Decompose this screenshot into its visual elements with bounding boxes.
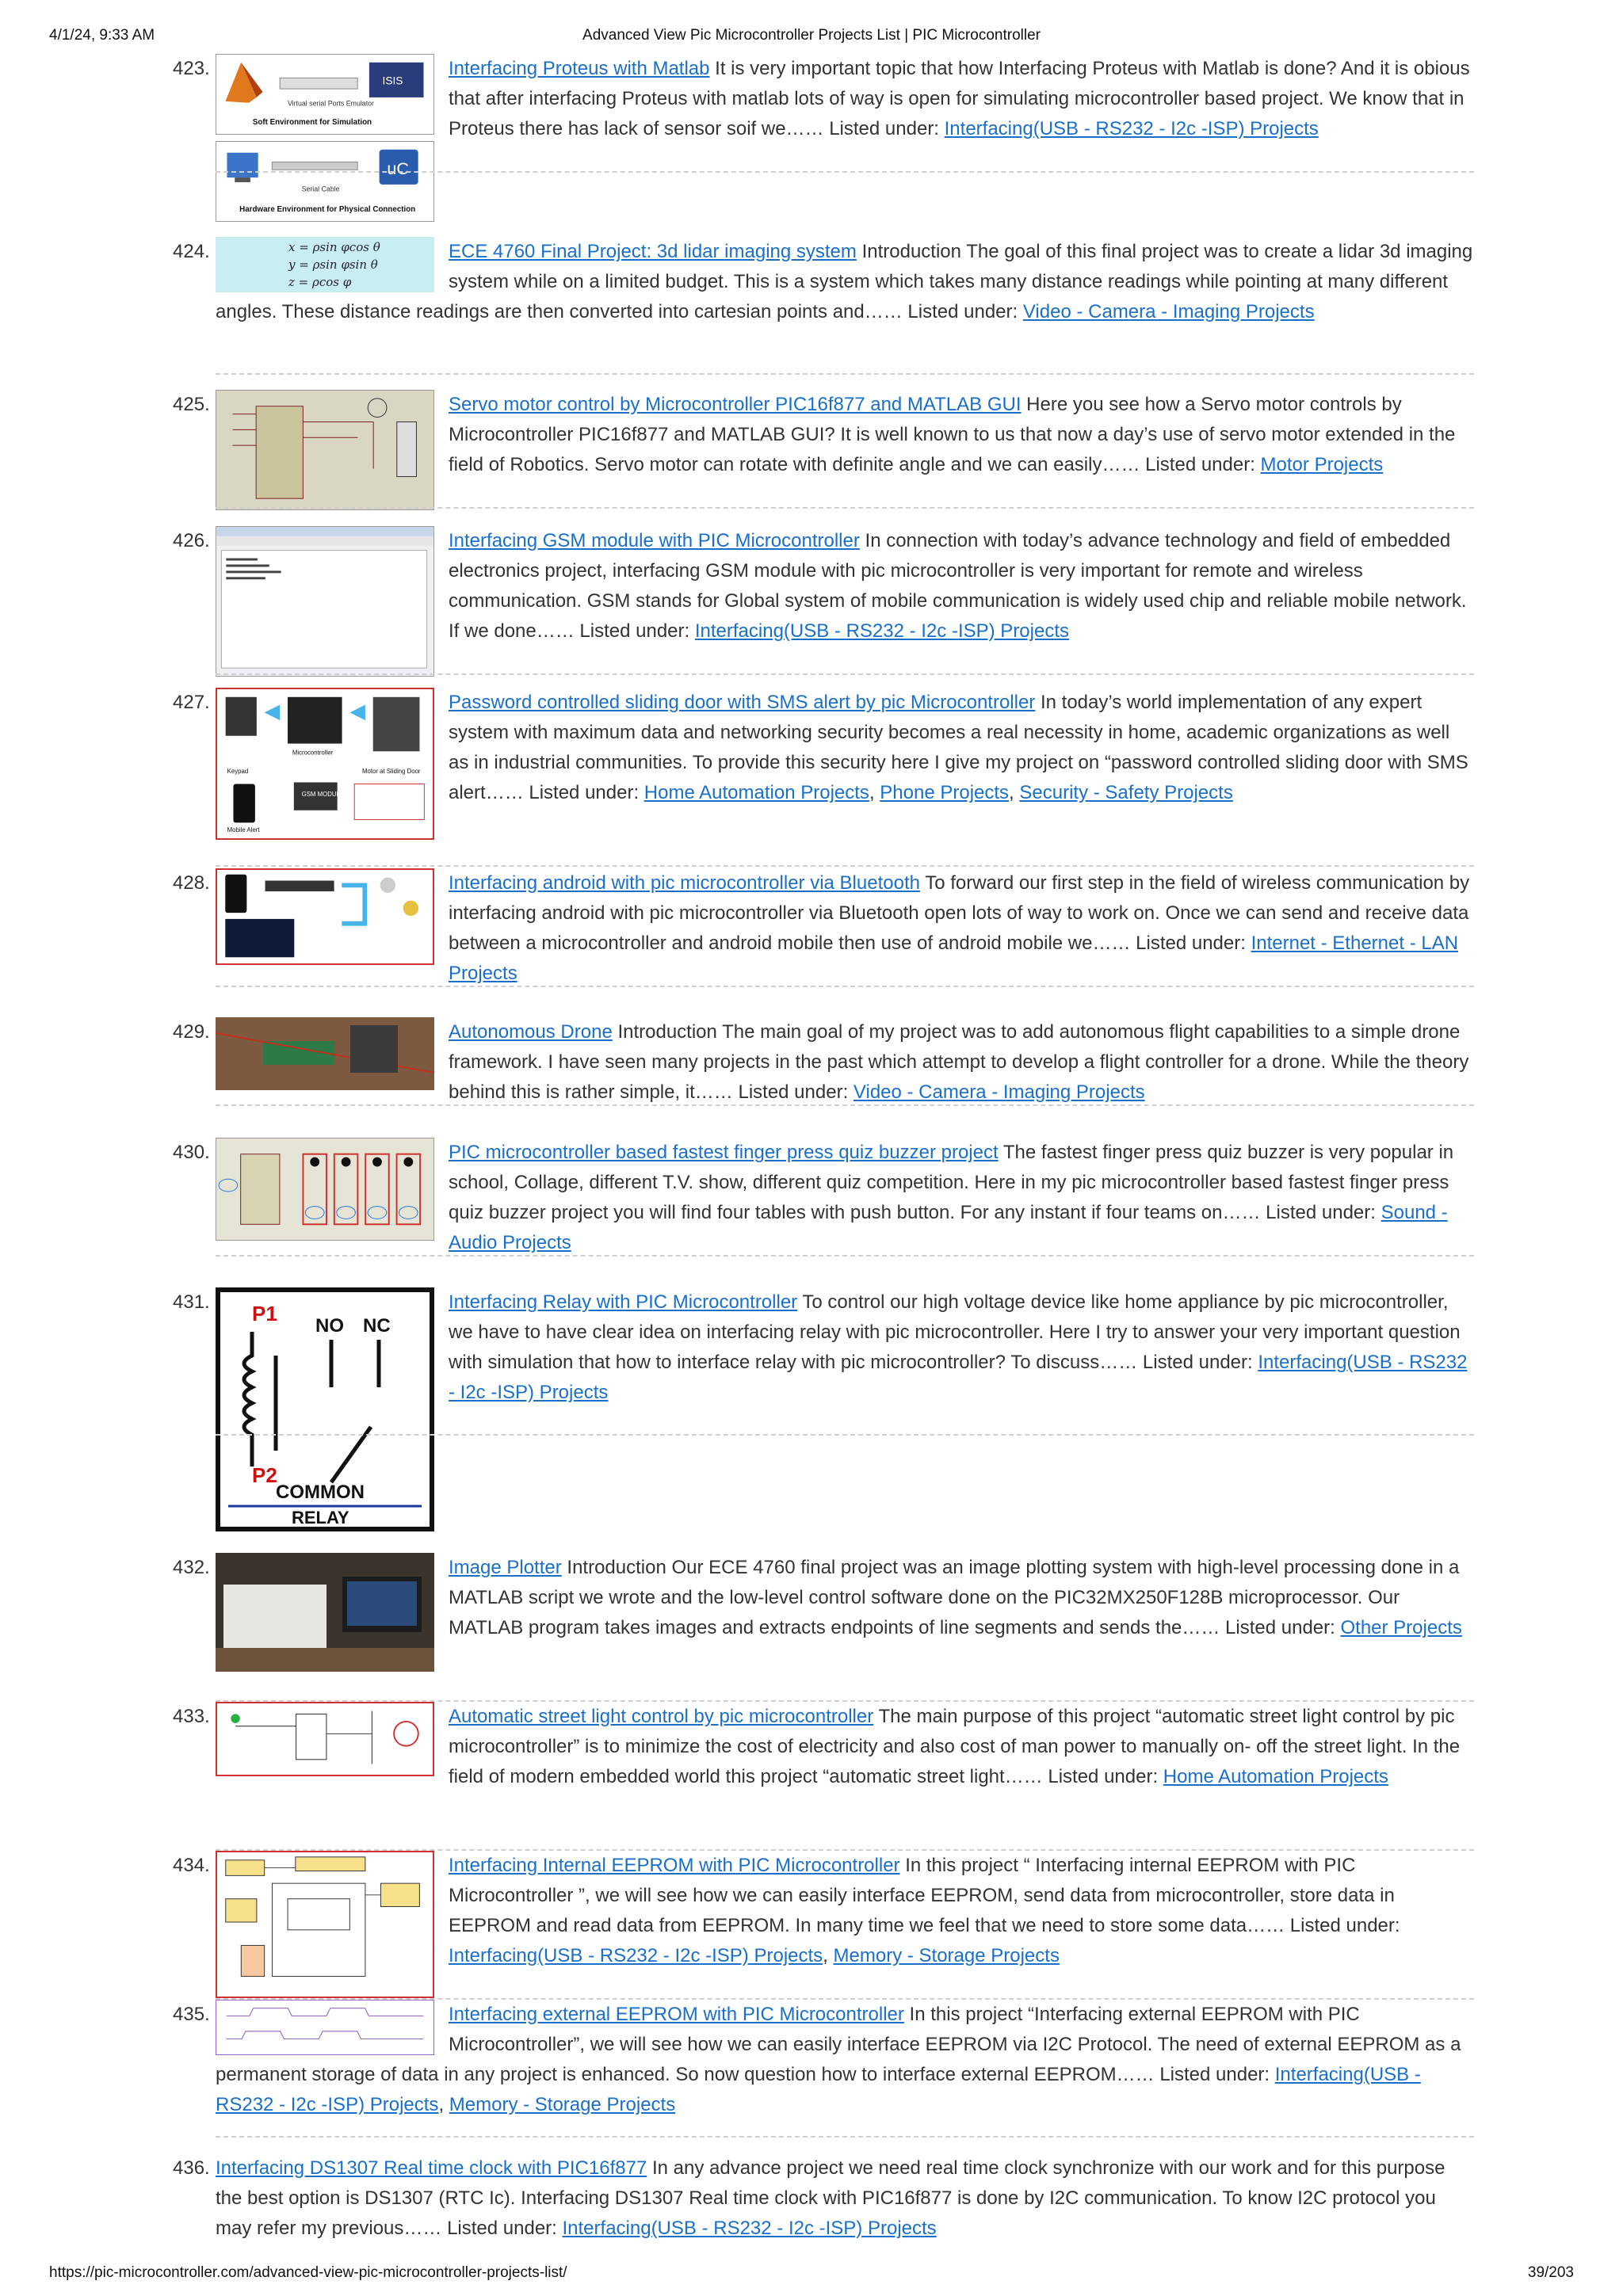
page-url: https://pic-microcontroller.com/advanced-view-pic-microcontroller-projects-list/ [49, 2264, 567, 2281]
list-item: 435. Interfacing external EEPROM with PIC Microcontroller In this project “Interfacing external EEPROM with PIC Microcontroller”, we will see how we can easily interface EEPROM via I2C Protocol. The need of external EEPROM as a permanent storage of data in any project is enhanced. So now question how to interface external EEPROM…… Listed under: Interfacing(USB - RS232 - I2c -ISP) Projects, Memory - Storage Projects [166, 2000, 1474, 2120]
project-description: Introduction Our ECE 4760 final project was an image plotting system with high-level processing done in a MATLAB script we wrote and the low-level control software done on the PIC32MX250F128B microprocessor. Our MATLAB program takes images and extracts endpoints of line segments and sends the…… Listed under: [449, 1557, 1460, 1638]
project-description: In this project “Interfacing external EEPROM with PIC Microcontroller”, we will see how we can easily interface EEPROM via I2C Protocol. The need of external EEPROM as a permanent storage of data in any project is enhanced. So now question how to interface external EEPROM…… Listed under: [216, 2004, 1461, 2085]
project-link[interactable]: Interfacing android with pic microcontroller via Bluetooth [449, 872, 920, 894]
page-number: 39/203 [1527, 2264, 1574, 2281]
list-item [166, 1702, 1474, 1792]
category-link[interactable]: Home Automation Projects [1163, 1766, 1388, 1787]
isis-label: ISIS [382, 74, 403, 87]
project-link[interactable]: ECE 4760 Final Project: 3d lidar imaging system [449, 241, 857, 262]
relay-common-label: COMMON [276, 1482, 365, 1503]
item-number: 429. [173, 1021, 210, 1043]
thumbnail-image[interactable] [216, 2000, 434, 2055]
item-number: 432. [173, 1557, 210, 1578]
item-number: 433. [173, 1706, 210, 1727]
project-description: The fastest finger press quiz buzzer is very popular in school, Collage, different T.V. show, different quiz competition. Here in my pic microcontroller based fastest finger press quiz buzzer project you will find four tables with push button. For any instant if four teams on…… Listed under: [449, 1142, 1454, 1223]
item-number: 428. [173, 872, 210, 894]
item-number: 425. [173, 394, 210, 415]
keypad-label: Keypad [227, 767, 249, 775]
list-item [166, 1138, 1474, 1258]
project-description: Introduction The goal of this final project was to create a lidar 3d imaging system while on a limited budget. This is a system which takes many distance readings while pointing at many different angles. These distance readings are then converted into cartesian points and…… Listed under: [216, 241, 1473, 322]
category-link[interactable]: Interfacing(USB - RS232 - I2c -ISP) Projects [216, 2064, 1421, 2115]
separator [216, 1434, 1474, 1436]
soft-env-caption: Soft Environment for Simulation [252, 118, 372, 128]
motor-label: Motor at Sliding Door [362, 767, 421, 775]
separator [216, 373, 1474, 375]
category-link[interactable]: Memory - Storage Projects [833, 1945, 1060, 1966]
project-link[interactable]: Image Plotter [449, 1557, 562, 1578]
separator [216, 2136, 1474, 2138]
relay-name-label: RELAY [292, 1508, 349, 1527]
project-link[interactable]: Interfacing Internal EEPROM with PIC Microcontroller [449, 1855, 900, 1876]
category-link[interactable]: Interfacing(USB - RS232 - I2c -ISP) Projects [694, 620, 1070, 642]
project-link[interactable]: Interfacing DS1307 Real time clock with PIC16f877 [216, 2157, 647, 2179]
thumbnail-image[interactable] [216, 237, 434, 292]
relay-diagram [220, 1292, 430, 1527]
street-light-schematic [217, 1703, 433, 1775]
list-item: 434. Interfacing Internal EEPROM with PIC Microcontroller In this project “ Interfacing internal EEPROM with PIC Microcontroller ”, we will see how we can easily interface EEPROM, send data from microcontroller, store data in EEPROM and read data from EEPROM. In many time we feel that we need to store some data…… Listed under: Interfacing(USB - RS232 - I2c -ISP) Projects, Memory - Storage Projects [166, 1851, 1474, 1971]
print-datetime: 4/1/24, 9:33 AM [49, 27, 155, 44]
relay-nc-label: NC [363, 1315, 391, 1337]
category-link[interactable]: Other Projects [1340, 1617, 1462, 1638]
thumbnail-image[interactable] [216, 526, 434, 677]
relay-p1-label: P1 [252, 1302, 277, 1325]
project-link[interactable]: Servo motor control by Microcontroller PIC16f877 and MATLAB GUI [449, 394, 1022, 415]
gsm-label: GSM MODULE [301, 791, 345, 799]
sliding-door-diagram [217, 689, 433, 838]
separator [216, 673, 1474, 675]
hardware-env-image [216, 142, 433, 221]
android-bluetooth-diagram [217, 870, 433, 963]
category-link[interactable]: Motor Projects [1260, 454, 1384, 475]
image-plotter-photo [216, 1553, 434, 1672]
item-number: 434. [173, 1855, 210, 1876]
formula-line: x = ρsin φcos θ [288, 240, 380, 254]
project-link[interactable]: Interfacing Relay with PIC Microcontroller [449, 1291, 798, 1313]
category-link[interactable]: Interfacing(USB - RS232 - I2c -ISP) Projects [449, 1352, 1468, 1403]
schematic-image [216, 391, 433, 509]
project-link[interactable]: Interfacing Proteus with Matlab [449, 58, 710, 79]
category-link[interactable]: Video - Camera - Imaging Projects [853, 1081, 1145, 1103]
relay-no-label: NO [315, 1315, 344, 1337]
separator [216, 1104, 1474, 1106]
category-link[interactable]: Security - Safety Projects [1019, 782, 1233, 803]
project-link[interactable]: Interfacing external EEPROM with PIC Microcontroller [449, 2004, 904, 2025]
vspe-label: Virtual serial Ports Emulator [287, 99, 375, 108]
category-link[interactable]: Interfacing(USB - RS232 - I2c -ISP) Projects [944, 118, 1319, 139]
category-link[interactable]: Video - Camera - Imaging Projects [1022, 301, 1315, 322]
thumbnail-image[interactable] [216, 1017, 434, 1090]
project-link[interactable]: Password controlled sliding door with SMS alert by pic Microcontroller [449, 692, 1036, 713]
proteus-matlab-image [216, 55, 433, 134]
project-description: It is very important topic that how Interfacing Proteus with Matlab is done? And it is obious that after interfacing Proteus with matlab lots of way is open for simulating microcontroller based project. We know that in Proteus there has lack of sensor soif we…… Listed under: [449, 58, 1470, 139]
terminal-window-image [216, 527, 433, 676]
project-description: In today’s world implementation of any expert system with maximum data and networking security becomes a real necessity in home, academic organizations as well as in industrial communities. To provide this security here I give my project on “password controlled sliding door with SMS alert…… Listed under: [449, 692, 1468, 803]
item-number: 430. [173, 1142, 210, 1163]
thumbnail-image[interactable] [216, 1553, 434, 1672]
thumbnail-image[interactable] [216, 1851, 434, 1998]
project-description: In connection with today’s advance technology and field of embedded electronics project, interfacing GSM module with pic microcontroller is very important for remote and wireless communication. GSM stands for Global system of mobile communication is widely used chip and reliable mobile network. If we done…… Listed under: [449, 530, 1467, 642]
project-description: The main purpose of this project “automatic street light control by pic microcontroller” is to minimize the cost of electricity and also cost of man power to manually on- off the street light. In the field of modern embedded world this project “automatic street light…… Listed under: [449, 1706, 1461, 1787]
separator [216, 986, 1474, 987]
item-number: 431. [173, 1291, 210, 1313]
separator [216, 1255, 1474, 1257]
project-description: Here you see how a Servo motor controls by Microcontroller PIC16f877 and MATLAB GUI? It is well known to us that now a day’s use of servo motor extended in the field of Robotics. Servo motor can rotate with definite angle and we can easily…… Listed under: [449, 394, 1456, 475]
uc-label: uC [387, 158, 409, 179]
thumbnail-image[interactable] [216, 54, 434, 135]
list-item [166, 868, 1474, 989]
formula-line: y = ρsin φsin θ [288, 257, 378, 272]
relay-p2-label: P2 [252, 1463, 277, 1487]
category-link[interactable]: Internet - Ethernet - LAN Projects [449, 933, 1459, 984]
mobile-label: Mobile Alert [227, 826, 260, 834]
category-link[interactable]: Memory - Storage Projects [449, 2094, 676, 2115]
project-link[interactable]: Autonomous Drone [449, 1021, 613, 1043]
list-item [166, 237, 1474, 327]
separator [216, 171, 1474, 173]
item-number: 423. [173, 58, 210, 79]
project-link[interactable]: PIC microcontroller based fastest finger press quiz buzzer project [449, 1142, 999, 1163]
micro-label: Microcontroller [292, 749, 334, 757]
separator [216, 865, 1474, 867]
thumbnail-image[interactable] [216, 1702, 434, 1776]
category-link[interactable]: Phone Projects [880, 782, 1010, 803]
project-description: To forward our first step in the field of wireless communication by interfacing android with pic microcontroller via Bluetooth open lots of way to work on. Once we can send and receive data between a microcontroller and android mobile then use of android mobile we…… Listed under: [449, 872, 1470, 954]
category-link[interactable]: Sound - Audio Projects [449, 1202, 1448, 1253]
project-description: Introduction The main goal of my project was to add autonomous flight capabilities to a simple drone framework. I have seen many projects in the past which attempt to develop a flight controller for a drone. While the theory behind this is rather simple, it…… Listed under: [449, 1021, 1469, 1103]
list-item [166, 390, 1474, 480]
item-number: 436. [173, 2157, 210, 2179]
drone-photo [216, 1017, 434, 1090]
thumbnail-image[interactable] [216, 1287, 434, 1531]
list-item [166, 54, 1474, 215]
project-link[interactable]: Interfacing GSM module with PIC Microcontroller [449, 530, 860, 551]
project-description: In any advance project we need real time clock synchronize with our work and for this purpose the best option is DS1307 (RTC Ic). Interfacing DS1307 Real time clock with PIC16f877 is done by I2C communication. To know I2C protocol you may refer my previous…… Listed under: [216, 2157, 1445, 2239]
category-link[interactable]: Home Automation Projects [643, 782, 869, 803]
thumbnail-image[interactable] [216, 868, 434, 965]
i2c-timing-diagram [216, 2000, 433, 2054]
list-item [166, 1287, 1474, 1527]
quiz-buzzer-schematic [216, 1138, 433, 1240]
list-item [166, 2153, 1474, 2244]
page-title: Advanced View Pic Microcontroller Projects List | PIC Microcontroller [582, 27, 1041, 44]
list-item: 427. Microcontroller Keypad Motor at Sliding Door GSM MODULE Mobile Alert Password controlled sliding door with SMS alert by pic Microcontroller In today’s world implementation of any expert system with maximum data and networking security becomes a real necessity in home, academic organizations as well as in industrial communities. To provide this security here I give my project on “password controlled sliding door with SMS alert…… Listed under: Home Automation Projects, Phone Projects, Security - Safety Projects [166, 688, 1474, 808]
category-link[interactable]: Interfacing(USB - RS232 - I2c -ISP) Projects [562, 2218, 937, 2239]
item-number: 424. [173, 241, 210, 262]
thumbnail-image-2[interactable] [216, 141, 434, 222]
hardware-env-caption: Hardware Environment for Physical Connection [239, 205, 416, 215]
project-description: In this project “ Interfacing internal EEPROM with PIC Microcontroller ”, we will see how we can easily interface EEPROM, send data from microcontroller, store data in EEPROM and read data from EEPROM. In many time we feel that we need to store some data…… Listed under: [449, 1855, 1400, 1936]
category-link[interactable]: Interfacing(USB - RS232 - I2c -ISP) Projects [449, 1945, 823, 1966]
formula-line: z = ρcos φ [288, 275, 352, 289]
eeprom-block-diagram [217, 1852, 433, 1997]
list-item [166, 1553, 1474, 1643]
thumbnail-image[interactable] [216, 1138, 434, 1241]
project-link[interactable]: Automatic street light control by pic microcontroller [449, 1706, 874, 1727]
separator [216, 507, 1474, 509]
thumbnail-image[interactable] [216, 688, 434, 840]
project-description: To control our high voltage device like home appliance by pic microcontroller, we have to have clear idea on interfacing relay with pic microcontroller. Here I try to answer your very important question with simulation that how to interface relay with pic microcontroller? To discuss…… Listed under: [449, 1291, 1461, 1373]
item-number: 426. [173, 530, 210, 551]
list-item [166, 1017, 1474, 1108]
list-item [166, 526, 1474, 646]
thumbnail-image[interactable] [216, 390, 434, 510]
serial-cable-label: Serial Cable [301, 185, 340, 193]
item-number: 427. [173, 692, 210, 713]
item-number: 435. [173, 2004, 210, 2025]
